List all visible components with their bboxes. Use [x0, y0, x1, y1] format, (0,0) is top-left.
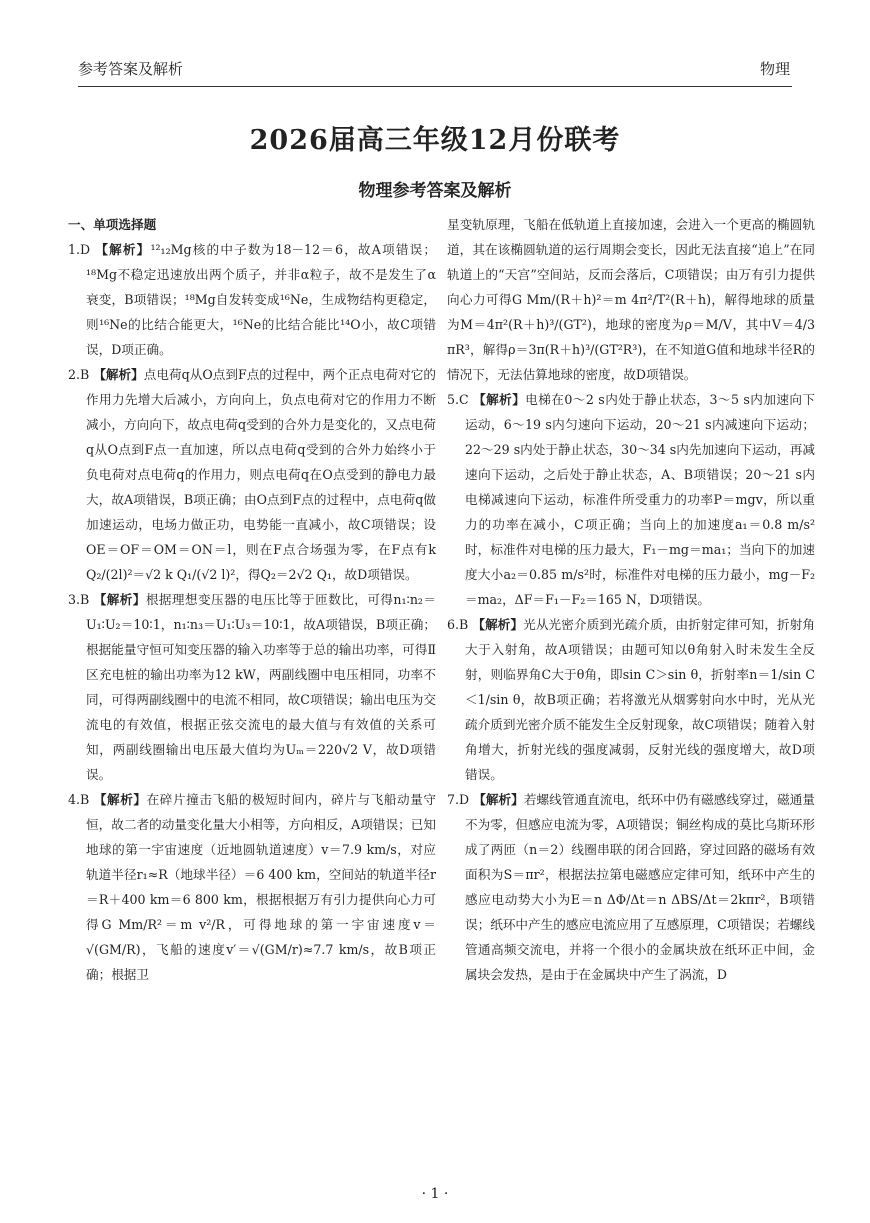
answer-number: 1.D — [68, 242, 96, 257]
right-column — [447, 212, 815, 987]
header-left-label: 参考答案及解析 — [78, 60, 184, 78]
answer-text: 点电荷q从O点到F点的过程中，两个正点电荷对它的作用力先增大后减小，方向向上，负点电荷对它的作用力不断减小，方向向下，故点电荷q受到的合外力是变化的，又点电荷q从O点到F点一直加速，所以点电荷q受到的合外力始终小于负电荷对点电荷q的作用力，则点电荷q在O点受到的静电力最大，故A项错误，B项正确；由O点到F点的过程中，点电荷q做加速运动，电场力做正功，电势能一直减小，故C项错误；设OE＝OF＝OM＝ON＝l，则在F点合场强为零，在F点有k Q₂/(2l)²＝√2 k Q₁/(√2 l)²，得Q₂＝2√2 Q₁，故D项错误。 — [86, 367, 437, 582]
answer-item — [68, 587, 436, 787]
answer-number: 6.B — [447, 617, 473, 632]
answer-text: 若螺线管通直流电，纸环中仍有磁感线穿过，磁通量不为零，但感应电流为零，A项错误；铜丝构成的莫比乌斯环形成了两匝（n＝2）线圈串联的闭合回路，穿过回路的磁场有效面积为S＝πr²，根据法拉第电磁感应定律可知，纸环中产生的感应电动势大小为E＝n ΔΦ/Δt＝n ΔBS/Δt＝2kπr²，B项错误；纸环中产生的感应电流应用了互感原理，C项错误；若螺线管通高频交流电，并将一个很小的金属块放在纸环正中间，金属块会发热，是由于在金属块中产生了涡流，D — [465, 792, 816, 982]
answer-text: 光从光密介质到光疏介质，由折射定律可知，折射角大于入射角，故A项错误；由题可知以θ角射入时未发生全反射，则临界角C大于θ角，即sin C＞sin θ，折射率n＝1/sin C＜1/sin θ，故B项正确；若将激光从烟雾射向水中时，光从光疏介质到光密介质不能发生全反射现象，故C项错误；随着入射角增大，折射光线的强度减弱，反射光线的强度增大，故D项错误。 — [465, 617, 816, 782]
answer-number: 2.B — [68, 367, 94, 382]
analysis-tag: 【解析】 — [473, 392, 526, 407]
answer-number: 7.D — [447, 792, 474, 807]
answer-text: 在碎片撞击飞船的极短时间内，碎片与飞船动量守恒，故二者的动量变化量大小相等，方向相反，A项错误；已知地球的第一宇宙速度（近地圆轨道速度）v＝7.9 km/s，对应轨道半径r₁≈R（地球半径）＝6 400 km，空间站的轨道半径r＝R＋400 km＝6 800 km，根据根据万有引力提供向心力可得G Mm/R²＝m v²/R，可得地球的第一宇宙速度v＝√(GM/R)，飞船的速度v′＝√(GM/r)≈7.7 km/s，故B项正确；根据卫 — [86, 792, 437, 982]
analysis-tag: 【解析】 — [93, 367, 144, 382]
answer-text: 电梯在0～2 s内处于静止状态，3～5 s内加速向下运动，6～19 s内匀速向下运动，20～21 s内减速向下运动；22～29 s内处于静止状态，30～34 s内先加速向下运动，再减速向下运动，之后处于静止状态，A、B项错误；20～21 s内电梯减速向下运动，标准件所受重力的功率P＝mgv，所以重力的功率在减小，C项正确；当向上的加速度a₁＝0.8 m/s²时，标准件对电梯的压力最大，F₁－mg＝ma₁；当向下的加速度大小a₂＝0.85 m/s²时，标准件对电梯的压力最小，mg－F₂＝ma₂，ΔF＝F₁－F₂＝165 N，D项错误。 — [465, 392, 816, 607]
analysis-tag: 【解析】 — [473, 792, 524, 807]
answer-item — [447, 787, 815, 987]
left-column — [68, 212, 436, 987]
analysis-tag: 【解析】 — [95, 242, 151, 257]
page-subtitle: 物理参考答案及解析 — [358, 181, 512, 201]
page-number: · 1 · — [421, 1186, 449, 1202]
section-heading: 一、单项选择题 — [68, 217, 157, 232]
page-title: 2026届高三年级12月份联考 — [249, 125, 621, 156]
analysis-tag: 【解析】 — [93, 792, 147, 807]
answer-number: 5.C — [447, 392, 474, 407]
answer-item — [68, 237, 436, 362]
header-subject-label: 物理 — [759, 60, 790, 78]
answer-item — [447, 387, 815, 612]
answer-item — [68, 787, 436, 987]
answer-item — [68, 362, 436, 587]
analysis-tag: 【解析】 — [472, 617, 524, 632]
answer-text: 星变轨原理，飞船在低轨道上直接加速，会进入一个更高的椭圆轨道，其在该椭圆轨道的运行周期会变长，因此无法直接“追上”在同轨道上的“天宫”空间站，反而会落后，C项错误；由万有引力提供向心力可得G Mm/(R＋h)²＝m 4π²/T²(R＋h)，解得地球的质量为M＝4π²(R＋h)³/(GT²)，地球的密度为ρ＝M/V，其中V＝4/3 πR³，解得ρ＝3π(R＋h)³/(GT²R³)，在不知道G值和地球半径R的情况下，无法估算地球的密度，故D项错误。 — [447, 217, 815, 382]
header-divider — [78, 86, 792, 87]
answer-number: 3.B — [68, 592, 94, 607]
answer-text: ¹²₁₂Mg核的中子数为18－12＝6，故A项错误；¹⁸Mg不稳定迅速放出两个质子，并非α粒子，故不是发生了α衰变，B项错误；¹⁸Mg自发转变成¹⁶Ne，生成物结构更稳定，则¹⁶Ne的比结合能更大，¹⁶Ne的比结合能比¹⁴O小，故C项错误，D项正确。 — [86, 242, 437, 357]
answer-item — [447, 612, 815, 787]
analysis-tag: 【解析】 — [93, 592, 146, 607]
answer-number: 4.B — [68, 792, 94, 807]
answer-text: 根据理想变压器的电压比等于匝数比，可得n₁∶n₂＝U₁∶U₂＝10∶1，n₁∶n₃＝U₁∶U₃＝10∶1，故A项错误，B项正确；根据能量守恒可知变压器的输入功率等于总的输出功率，可得Ⅱ区充电桩的输出功率为12 kW，两副线圈中电压相同，功率不同，可得两副线圈中的电流不相同，故C项错误；输出电压为交流电的有效值，根据正弦交流电的最大值与有效值的关系可知，两副线圈输出电压最大值均为Uₘ＝220√2 V，故D项错误。 — [86, 592, 437, 782]
answer-item-continued — [447, 212, 815, 387]
